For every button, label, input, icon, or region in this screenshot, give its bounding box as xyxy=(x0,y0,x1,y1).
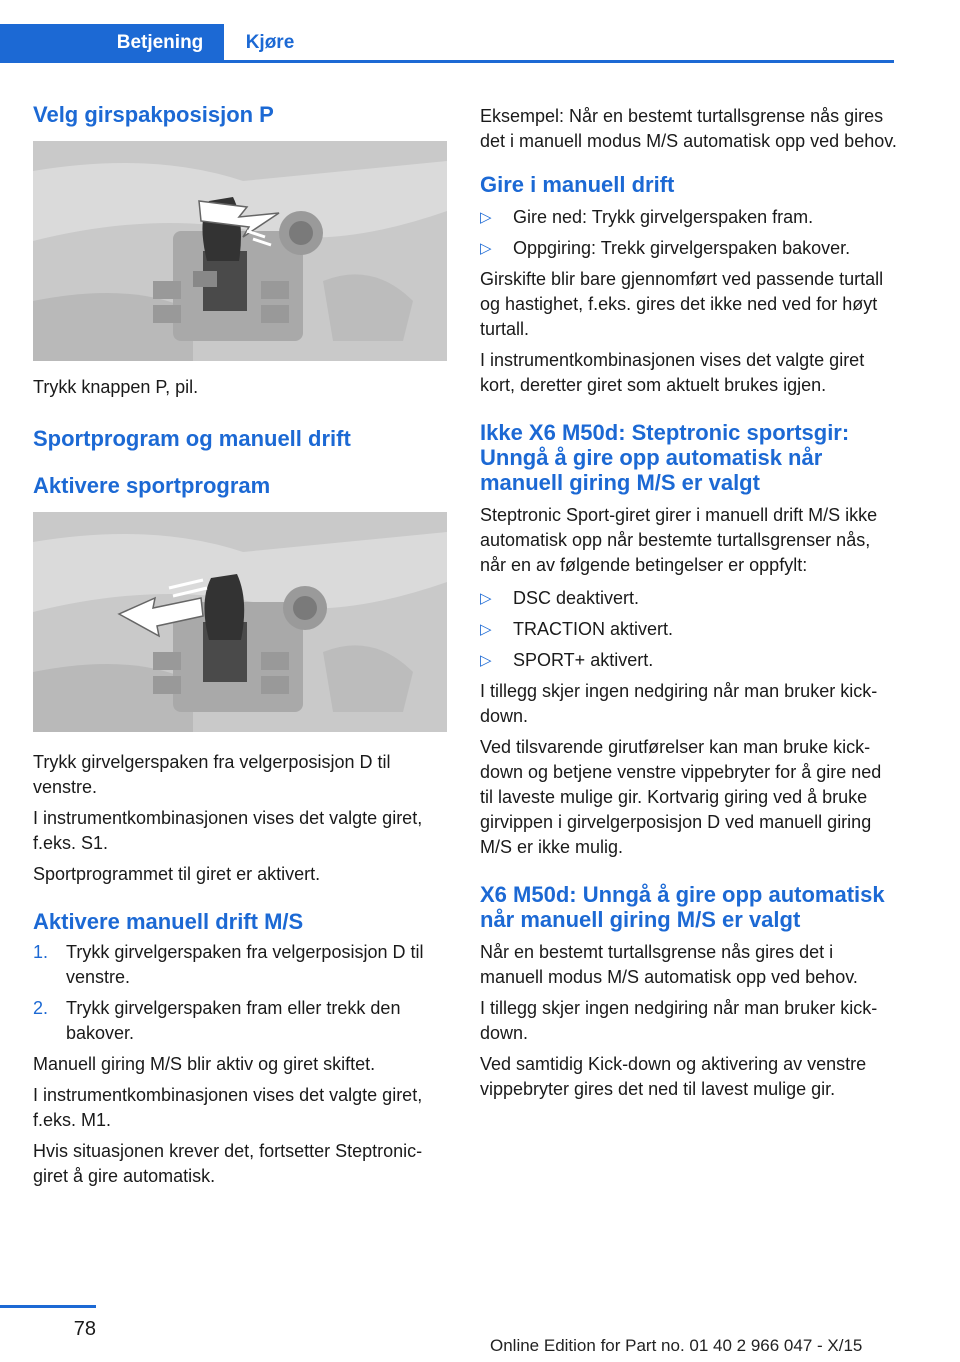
triangle-bullet-icon: ▷ xyxy=(480,590,492,607)
shift-condition-paragraph: Girskifte blir bare gjennomført ved passende turtall og hastighet, f.eks. gires det ikke ned ved for høyt turtall. xyxy=(480,269,884,339)
x6-paragraph-3: Ved samtidig Kick-down og aktivering av venstre vippebryter gires det ned til lavest mulige gir. xyxy=(480,1054,867,1099)
list-item xyxy=(480,205,898,230)
manual-steps-list xyxy=(33,940,449,1046)
step-number: 1. xyxy=(33,942,49,962)
manual-display-note: I instrumentkombinasjonen vises det valgte giret, f.eks. M1. xyxy=(33,1085,423,1130)
list-item-text: SPORT+ aktivert. xyxy=(513,650,654,670)
step-text: Trykk girvelgerspaken fram eller trekk den bakover. xyxy=(66,998,401,1043)
list-item xyxy=(33,996,449,1046)
heading-x6-m50d: X6 M50d: Unngå å gire opp automatisk når manuell giring M/S er valgt xyxy=(480,882,885,932)
heading-manual-drive: Gire i manuell drift xyxy=(480,172,675,197)
left-column xyxy=(33,96,449,1189)
x6-paragraph-1: Når en bestemt turtallsgrense nås gires det i manuell modus M/S automatisk opp ved behov. xyxy=(480,942,858,987)
triangle-bullet-icon: ▷ xyxy=(480,209,492,226)
step-number: 2. xyxy=(33,998,49,1018)
display-paragraph: I instrumentkombinasjonen vises det valgte giret kort, deretter giret som aktuelt brukes igjen. xyxy=(480,350,865,395)
triangle-bullet-icon: ▷ xyxy=(480,621,492,638)
kickdown-paragraph: I tillegg skjer ingen nedgiring når man bruker kick-down. xyxy=(480,681,878,726)
sport-display-note: I instrumentkombinasjonen vises det valgte giret, f.eks. S1. xyxy=(33,808,423,853)
steptronic-paragraph: Steptronic Sport-giret girer i manuell drift M/S ikke automatisk opp når bestemte turtallsgrenser nås, når en av følgende betingelser er oppfylt: xyxy=(480,505,878,575)
page-number: 78 xyxy=(73,1318,96,1340)
footer-divider xyxy=(0,1305,96,1308)
footer-edition: Online Edition for Part no. 01 40 2 966 047 - X/15 xyxy=(490,1336,863,1355)
conditions-list xyxy=(480,586,898,673)
heading-not-x6-steptronic: Ikke X6 M50d: Steptronic sportsgir: Unngå å gire opp automatisk når manuell giring M/S er valgt xyxy=(480,420,850,495)
tab-kjore[interactable]: Kjøre xyxy=(245,31,295,53)
step-text: Trykk girvelgerspaken fra velgerposisjon D til venstre. xyxy=(66,942,424,987)
example-paragraph: Eksempel: Når en bestemt turtallsgrense nås gires det i manuell modus M/S automatisk opp ved behov. xyxy=(480,106,897,151)
sport-activated-note: Sportprogrammet til giret er aktivert. xyxy=(33,864,321,884)
gear-selector-left-illustration xyxy=(33,512,447,732)
heading-select-p: Velg girspakposisjon P xyxy=(33,102,274,127)
list-item xyxy=(33,940,449,990)
right-column xyxy=(480,96,898,1102)
list-item xyxy=(480,617,898,642)
manual-steptronic-note: Hvis situasjonen krever det, fortsetter Steptronic-giret å gire automatisk. xyxy=(33,1141,423,1186)
caption-press-p: Trykk knappen P, pil. xyxy=(33,377,199,397)
list-item xyxy=(480,586,898,611)
heading-sport-program: Sportprogram og manuell drift xyxy=(33,426,351,451)
manual-drive-list xyxy=(480,205,898,261)
list-item-text: Oppgiring: Trekk girvelgerspaken bakover. xyxy=(513,238,851,258)
list-item-text: Gire ned: Trykk girvelgerspaken fram. xyxy=(513,207,814,227)
tab-betjening[interactable]: Betjening xyxy=(96,24,224,61)
list-item xyxy=(480,236,898,261)
gear-selector-p-illustration xyxy=(33,141,447,361)
list-item-text: TRACTION aktivert. xyxy=(513,619,674,639)
manual-active-note: Manuell giring M/S blir aktiv og giret skiftet. xyxy=(33,1054,376,1074)
triangle-bullet-icon: ▷ xyxy=(480,652,492,669)
x6-paragraph-2: I tillegg skjer ingen nedgiring når man bruker kick-down. xyxy=(480,998,878,1043)
header-divider xyxy=(0,60,894,63)
list-item-text: DSC deaktivert. xyxy=(513,588,640,608)
triangle-bullet-icon: ▷ xyxy=(480,240,492,257)
similar-gear-paragraph: Ved tilsvarende girutførelser kan man bruke kick-down og betjene venstre vippebryter for å gire ned til laveste mulige gir. Kortvarig giring ved å bruke girvippen i girvelgerposisjon D ved manuell giring M/S er ikke mulig. xyxy=(480,737,882,857)
heading-activate-manual: Aktivere manuell drift M/S xyxy=(33,909,304,934)
list-item xyxy=(480,648,898,673)
heading-activate-sport: Aktivere sportprogram xyxy=(33,473,271,498)
header-tabs xyxy=(0,0,960,64)
tab-lead-bar xyxy=(0,24,96,61)
sport-instruction: Trykk girvelgerspaken fra velgerposisjon D til venstre. xyxy=(33,752,391,797)
